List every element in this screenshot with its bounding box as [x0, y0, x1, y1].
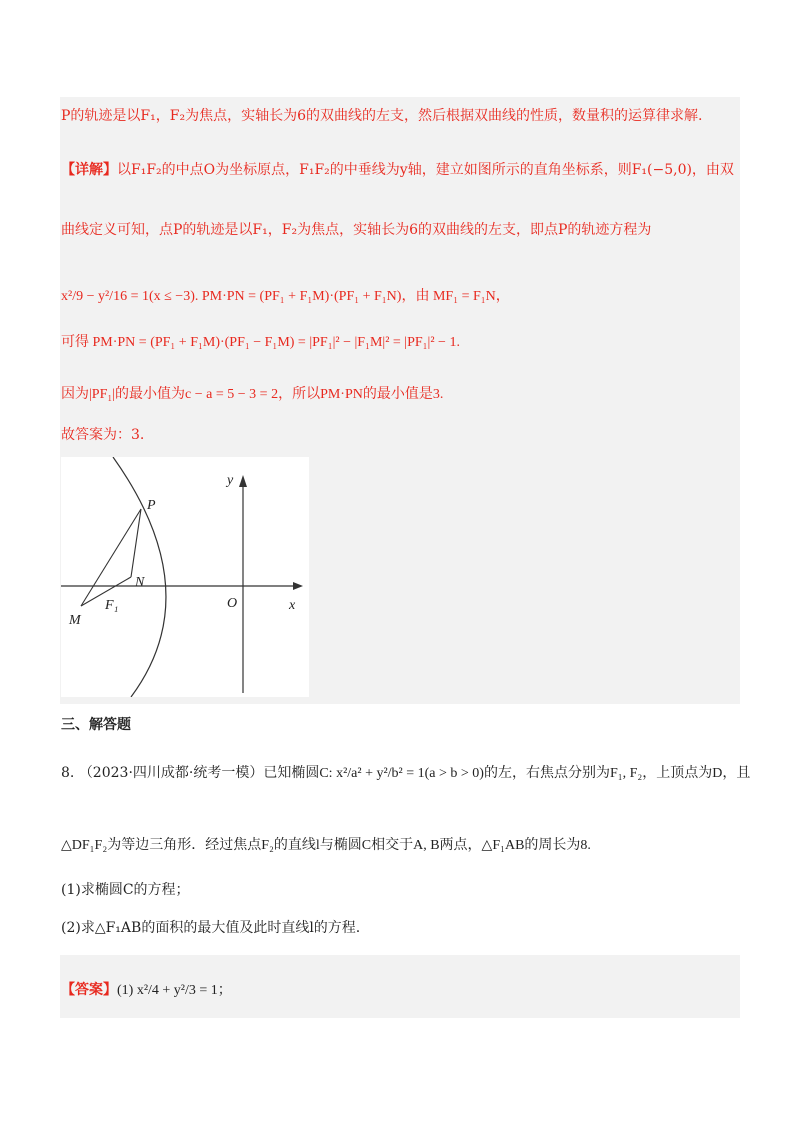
solution-line-5-text: 可得 PM·PN = (PF₁ + F₁M)·(PF₁ − F₁M) = |PF₁|² − |F₁M|² = |PF₁|² − 1.	[61, 335, 460, 350]
figure-svg	[61, 457, 309, 697]
solution-line-2	[61, 160, 734, 180]
solution-line-7	[61, 425, 144, 445]
section-title	[61, 715, 131, 735]
question-2	[61, 918, 360, 938]
segment-PM	[81, 509, 141, 606]
answer-label: 【答案】	[61, 982, 117, 998]
label-y: y	[227, 473, 234, 488]
solution-line-5	[61, 332, 460, 353]
problem-text-2: △DF₁F₂为等边三角形．经过焦点F₂的直线l与椭圆C相交于A, B两点，△F₁AB的周长为8.	[61, 838, 591, 853]
label-x: x	[289, 598, 296, 613]
problem-line-1	[61, 763, 750, 784]
solution-line-3	[61, 220, 651, 240]
problem-line-2	[61, 835, 591, 856]
segment-PN	[131, 509, 141, 577]
answer-part-1: (1) x²/4 + y²/3 = 1；	[117, 983, 232, 998]
solution-line-1-text: P的轨迹是以F₁，F₂为焦点，实轴长为6的双曲线的左支，然后根据双曲线的性质，数量积的运算律求解.	[61, 108, 703, 124]
label-F1: F₁	[105, 598, 119, 613]
label-M: M	[69, 613, 81, 628]
problem-number: 8.	[61, 765, 75, 781]
question-2-text: (2)求△F₁AB的面积的最大值及此时直线l的方程.	[61, 920, 361, 936]
detail-label: 【详解】	[61, 162, 117, 178]
label-N: N	[135, 575, 145, 590]
question-1-text: (1)求椭圆C的方程；	[61, 882, 190, 898]
label-O: O	[227, 596, 238, 611]
problem-source: （2023·四川成都·统考一模）	[78, 765, 264, 781]
problem-text-1: 已知椭圆C: x²/a² + y²/b² = 1(a > b > 0)的左，右焦点分别为F₁, F₂，上顶点为D，且	[263, 766, 751, 781]
section-title-text: 三、解答题	[61, 717, 131, 733]
solution-line-4	[61, 286, 510, 307]
question-1	[61, 880, 190, 900]
solution-line-2-text: 以F₁F₂的中点O为坐标原点，F₁F₂的中垂线为y轴，建立如图所示的直角坐标系，则F₁(−5,0)，由双	[117, 162, 734, 178]
solution-line-6-text: 因为|PF₁|的最小值为c − a = 5 − 3 = 2，所以PM·PN的最小值是3.	[61, 387, 444, 402]
label-P: P	[147, 498, 156, 513]
coordinate-figure	[61, 457, 309, 697]
solution-line-3-text: 曲线定义可知，点P的轨迹是以F₁，F₂为焦点，实轴长为6的双曲线的左支，即点P的轨迹方程为	[61, 222, 652, 238]
solution-line-4-text: x²/9 − y²/16 = 1(x ≤ −3). PM·PN = (PF₁ + F₁M)·(PF₁ + F₁N)，由 MF₁ = F₁N，	[61, 289, 510, 304]
y-axis-arrow	[239, 475, 247, 487]
solution-line-6	[61, 384, 443, 405]
solution-line-1	[61, 106, 702, 126]
answer-line	[61, 980, 232, 1001]
x-axis-arrow	[293, 582, 303, 590]
solution-line-7-text: 故答案为：3.	[61, 427, 145, 443]
